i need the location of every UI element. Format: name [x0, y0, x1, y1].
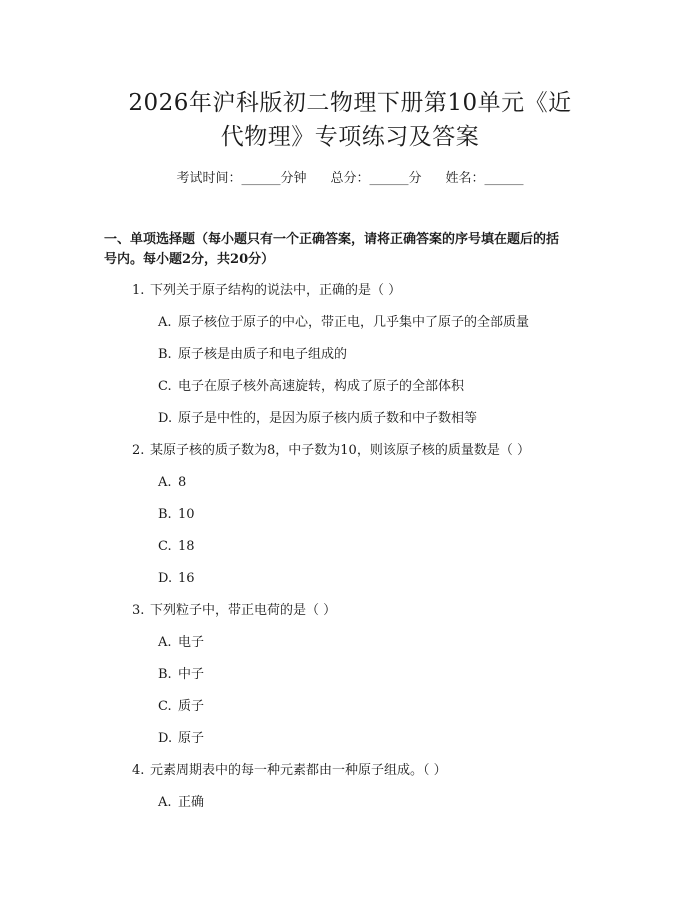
question-2 — [132, 442, 530, 460]
option-text: 原子 — [178, 731, 205, 746]
option-3a — [158, 634, 204, 652]
option-letter: D. — [158, 731, 173, 746]
question-1 — [132, 282, 401, 300]
option-3d — [158, 730, 204, 748]
option-letter: A. — [158, 475, 172, 490]
option-text: 电子 — [178, 635, 205, 650]
option-letter: D. — [158, 411, 173, 426]
option-text: 原子核位于原子的中心，带正电，几乎集中了原子的全部质量 — [178, 315, 530, 330]
option-text: 中子 — [178, 667, 205, 682]
option-1c — [158, 378, 464, 396]
option-3c — [158, 698, 204, 716]
option-letter: A. — [158, 315, 172, 330]
exam-info — [0, 170, 700, 188]
option-letter: B. — [158, 347, 172, 362]
option-2c — [158, 538, 195, 556]
option-text: 10 — [178, 507, 195, 522]
option-text: 8 — [178, 475, 187, 490]
option-letter: B. — [158, 667, 172, 682]
option-text: 原子是中性的，是因为原子核内质子数和中子数相等 — [178, 411, 478, 426]
option-2a — [158, 474, 186, 492]
name-field: 姓名：______ — [445, 171, 524, 186]
page-title-line1: 2026年沪科版初二物理下册第10单元《近 — [128, 90, 572, 116]
question-number: 3. — [132, 603, 145, 618]
option-4a — [158, 794, 204, 812]
option-text: 质子 — [178, 699, 205, 714]
question-text: 元素周期表中的每一种元素都由一种原子组成。（ ） — [150, 763, 447, 778]
option-letter: D. — [158, 571, 173, 586]
option-1d — [158, 410, 477, 428]
option-text: 原子核是由质子和电子组成的 — [178, 347, 348, 362]
option-letter: C. — [158, 379, 172, 394]
question-number: 2. — [132, 443, 145, 458]
option-letter: B. — [158, 507, 172, 522]
total-score-field: 总分：______分 — [330, 171, 422, 186]
option-2b — [158, 506, 195, 524]
question-number: 4. — [132, 763, 145, 778]
option-letter: C. — [158, 539, 172, 554]
section-heading-line1: 一、单项选择题（每小题只有一个正确答案，请将正确答案的序号填在题后的括 — [104, 232, 560, 247]
question-text: 某原子核的质子数为8，中子数为10，则该原子核的质量数是（ ） — [150, 443, 530, 458]
option-text: 电子在原子核外高速旋转，构成了原子的全部体积 — [178, 379, 465, 394]
page-title-line2: 代物理》专项练习及答案 — [220, 124, 480, 150]
option-2d — [158, 570, 195, 588]
question-number: 1. — [132, 283, 145, 298]
option-letter: C. — [158, 699, 172, 714]
option-text: 16 — [178, 571, 195, 586]
option-1b — [158, 346, 347, 364]
option-letter: A. — [158, 795, 172, 810]
question-4 — [132, 762, 447, 780]
option-3b — [158, 666, 204, 684]
question-text: 下列关于原子结构的说法中，正确的是（ ） — [150, 283, 402, 298]
option-text: 正确 — [178, 795, 205, 810]
section-heading-line2: 号内。每小题2分，共20分） — [104, 252, 275, 267]
exam-time-field: 考试时间：______分钟 — [176, 171, 307, 186]
option-letter: A. — [158, 635, 172, 650]
option-text: 18 — [178, 539, 195, 554]
question-text: 下列粒子中，带正电荷的是（ ） — [150, 603, 337, 618]
question-3 — [132, 602, 336, 620]
option-1a — [158, 314, 529, 332]
